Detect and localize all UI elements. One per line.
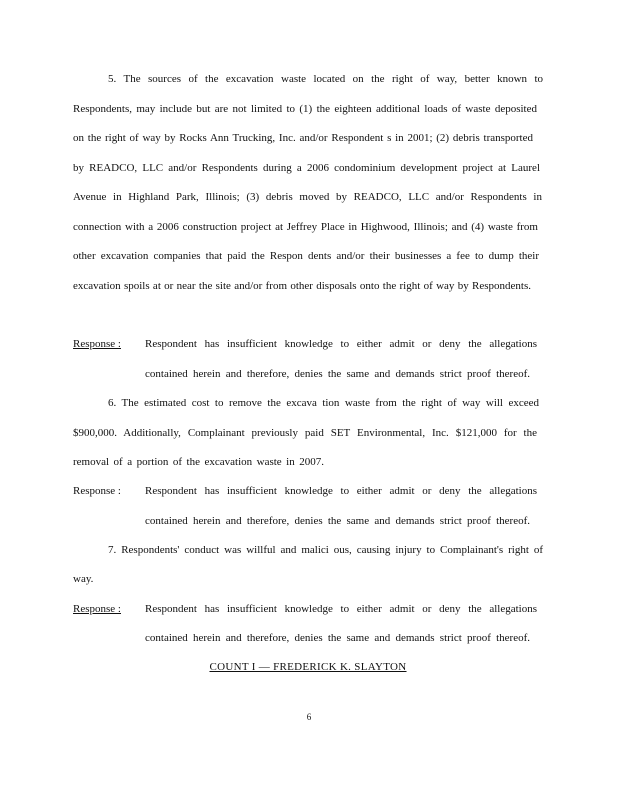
paragraph-5-line-2: Respondents, may include but are not limited to (1) the eighteen additional loads of waste deposited xyxy=(73,103,537,115)
response-3-line-2: contained herein and therefore, denies the same and demands strict proof thereof. xyxy=(145,632,530,644)
paragraph-5-line-1: 5. The sources of the excavation waste located on the right of way, better known to xyxy=(108,73,543,85)
page-number: 6 xyxy=(306,712,312,722)
paragraph-6-line-1: 6. The estimated cost to remove the excava tion waste from the right of way will exceed xyxy=(108,397,539,409)
response-2-line-2: contained herein and therefore, denies the same and demands strict proof thereof. xyxy=(145,515,530,527)
response-label: Response : xyxy=(73,603,121,615)
response-1-line-1: Respondent has insufficient knowledge to either admit or deny the allegations xyxy=(145,338,537,350)
response-2-line-1: Respondent has insufficient knowledge to either admit or deny the allegations xyxy=(145,485,537,497)
response-label: Response : xyxy=(73,338,121,350)
response-3-line-1: Respondent has insufficient knowledge to either admit or deny the allegations xyxy=(145,603,537,615)
paragraph-5-line-4: by READCO, LLC and/or Respondents during a 2006 condominium development project at Laurel xyxy=(73,162,540,174)
paragraph-5-line-5: Avenue in Highland Park, Illinois; (3) debris moved by READCO, LLC and/or Respondents in xyxy=(73,191,542,203)
paragraph-7-line-2: way. xyxy=(73,573,94,585)
paragraph-5-line-3: on the right of way by Rocks Ann Trucking, Inc. and/or Respondent s in 2001; (2) debris transported xyxy=(73,132,533,144)
paragraph-7-line-1: 7. Respondents' conduct was willful and malici ous, causing injury to Complainant's right of xyxy=(108,544,543,556)
response-1-line-2: contained herein and therefore, denies the same and demands strict proof thereof. xyxy=(145,368,530,380)
paragraph-6-line-2: $900,000. Additionally, Complainant previously paid SET Environmental, Inc. $121,000 for the xyxy=(73,427,537,439)
paragraph-6-line-3: removal of a portion of the excavation waste in 2007. xyxy=(73,456,324,468)
response-label: Response : xyxy=(73,485,121,497)
paragraph-5-line-7: other excavation companies that paid the Respon dents and/or their businesses a fee to dump their xyxy=(73,250,539,262)
count-heading: COUNT I — FREDERICK K. SLAYTON xyxy=(209,661,407,673)
paragraph-5-line-8: excavation spoils at or near the site and/or from other disposals onto the right of way by Respondents. xyxy=(73,280,531,292)
paragraph-5-line-6: connection with a 2006 construction project at Jeffrey Place in Highwood, Illinois; and (4) waste from xyxy=(73,221,538,233)
